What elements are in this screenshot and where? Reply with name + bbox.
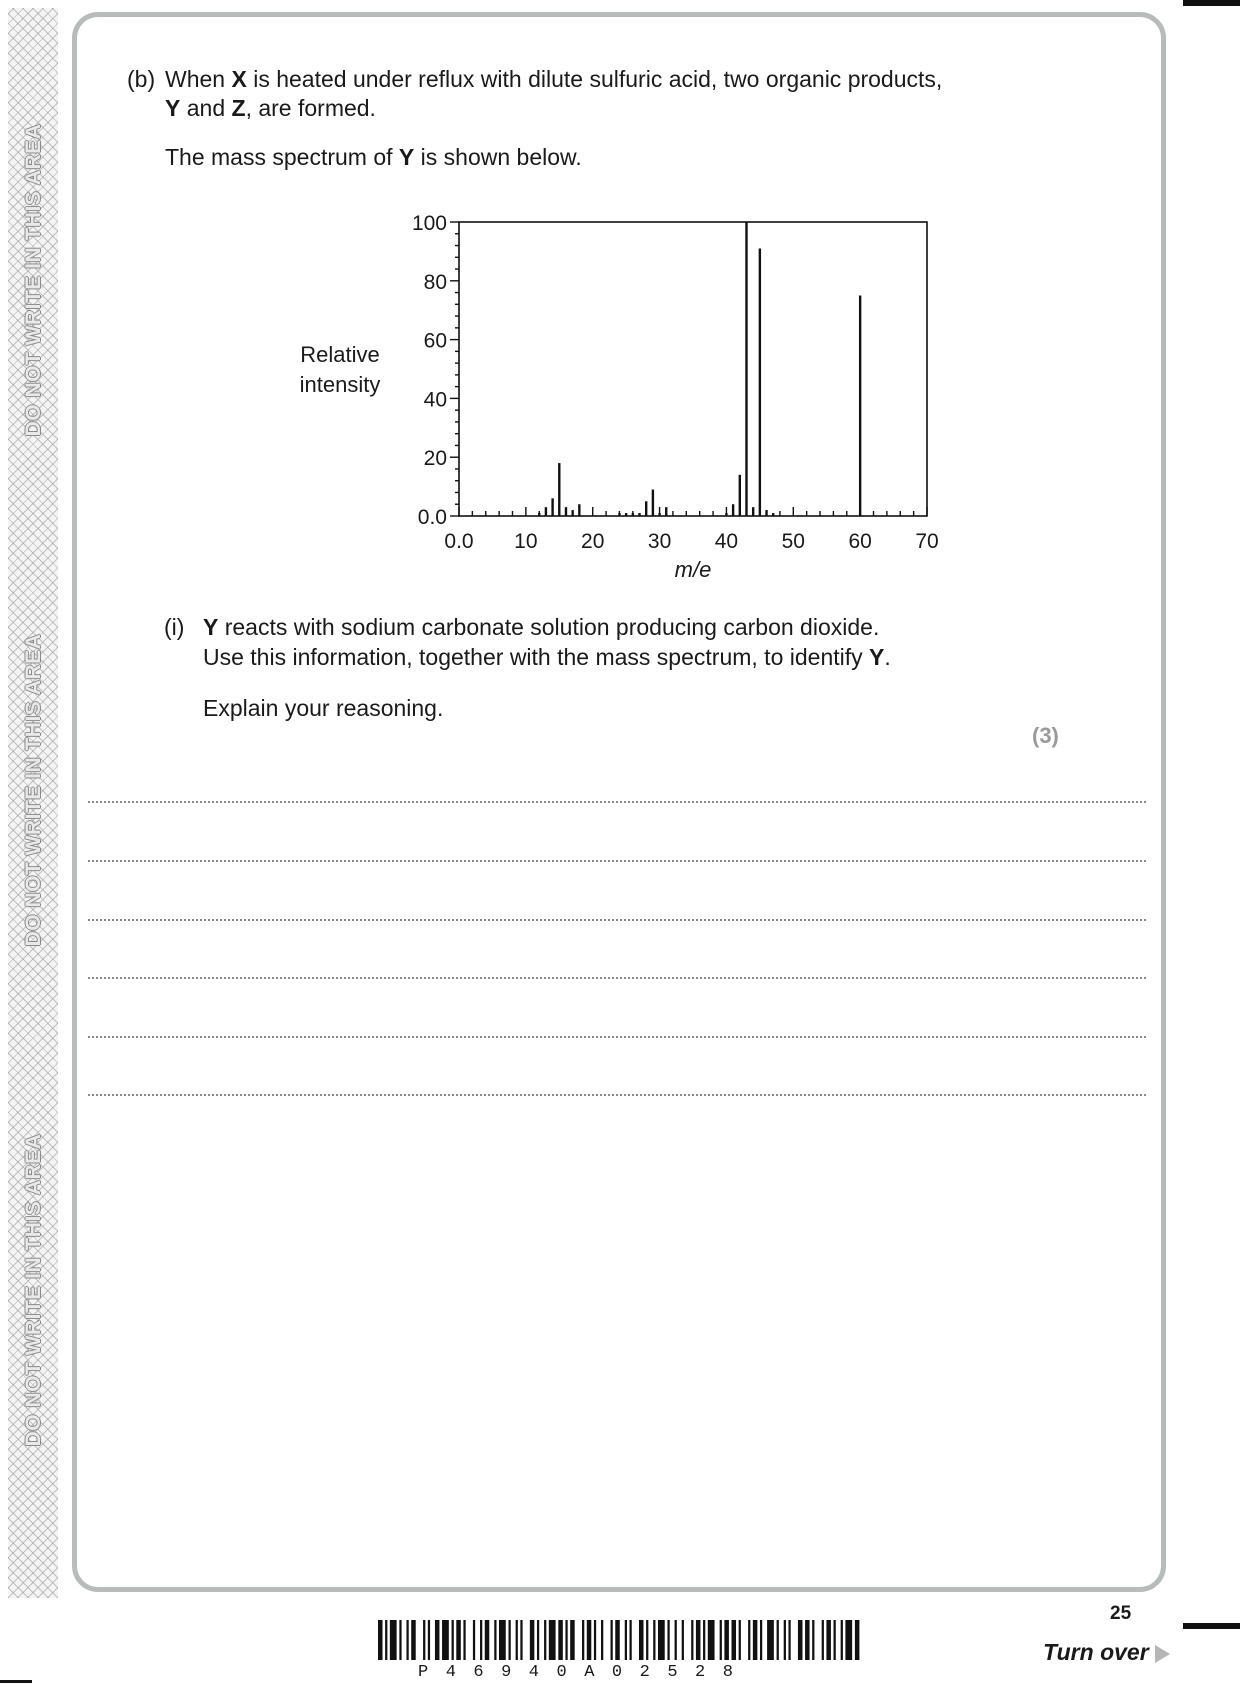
turn-over-arrow-icon: [1155, 1645, 1170, 1663]
turn-over-label: Turn over: [1043, 1639, 1149, 1665]
answer-line[interactable]: [88, 977, 1146, 979]
barcode-bar: [411, 1620, 416, 1660]
x-tick-label: 50: [781, 530, 805, 553]
marks-badge: (3): [1032, 723, 1059, 748]
margin-warning-top: DO NOT WRITE IN THIS AREA: [22, 123, 45, 437]
answer-line[interactable]: [88, 919, 1146, 921]
answer-line[interactable]: [88, 1036, 1146, 1038]
barcode-bar: [549, 1620, 556, 1660]
barcode-bar: [615, 1620, 620, 1660]
part-b-label: (b): [127, 66, 156, 92]
barcode-bar: [516, 1620, 518, 1660]
barcode-bar: [653, 1620, 655, 1660]
barcode-bar: [724, 1620, 729, 1660]
barcode-bar: [855, 1620, 860, 1660]
registration-mark-top: [1183, 0, 1240, 6]
barcode-bar: [594, 1620, 596, 1660]
barcode-bar: [544, 1620, 546, 1660]
barcode-bar: [485, 1620, 490, 1660]
answer-line[interactable]: [88, 801, 1146, 803]
x-tick-label: 40: [714, 530, 739, 553]
y-tick-label: 40: [423, 388, 447, 412]
barcode-bar: [798, 1620, 803, 1660]
barcode-bar: [435, 1620, 440, 1660]
margin-warning-middle: DO NOT WRITE IN THIS AREA: [22, 633, 45, 947]
barcode-bar: [646, 1620, 648, 1660]
barcode-text: P46940A02528: [418, 1663, 751, 1682]
barcode-bar: [834, 1620, 836, 1660]
barcode-bar: [565, 1620, 567, 1660]
barcode-bar: [732, 1620, 737, 1660]
barcode-bar: [558, 1620, 563, 1660]
barcode-bar: [788, 1620, 790, 1660]
y-tick-label: 20: [423, 447, 447, 471]
answer-line[interactable]: [88, 860, 1146, 862]
barcode-bar: [658, 1620, 665, 1660]
part-i-label: (i): [164, 614, 185, 640]
barcode-bar: [428, 1620, 430, 1660]
barcode-bar: [682, 1620, 684, 1660]
barcode-bar: [530, 1620, 535, 1660]
x-tick-label: 70: [915, 530, 939, 553]
margin-warning-bottom: DO NOT WRITE IN THIS AREA: [22, 1133, 45, 1447]
barcode-bar: [667, 1620, 669, 1660]
barcode-bar: [399, 1620, 401, 1660]
barcode-bar: [753, 1620, 758, 1660]
barcode-bar: [494, 1620, 496, 1660]
barcode-bar: [406, 1620, 408, 1660]
barcode: [378, 1620, 862, 1660]
y-axis-label-line1: Relative: [300, 342, 380, 367]
barcode-bar: [675, 1620, 677, 1660]
answer-line[interactable]: [88, 1094, 1146, 1096]
barcode-bar: [611, 1620, 613, 1660]
barcode-bar: [499, 1620, 506, 1660]
part-b-line1: When X is heated under reflux with dilute sulfuric acid, two organic products,: [165, 66, 943, 92]
barcode-bar: [582, 1620, 584, 1660]
part-i-line2: Use this information, together with the mass spectrum, to identify Y.: [203, 644, 891, 670]
x-axis-label: m/e: [674, 557, 712, 582]
barcode-bar: [822, 1620, 824, 1660]
barcode-bar: [625, 1620, 627, 1660]
barcode-bar: [508, 1620, 510, 1660]
barcode-bar: [442, 1620, 449, 1660]
mass-spectrum-chart: [280, 200, 960, 600]
y-axis-label-line2: intensity: [299, 372, 381, 397]
barcode-bar: [805, 1620, 810, 1660]
barcode-bar: [784, 1620, 786, 1660]
barcode-bar: [463, 1620, 465, 1660]
x-tick-label: 60: [848, 530, 872, 553]
barcode-bar: [473, 1620, 475, 1660]
part-b-line2: Y and Z, are formed.: [165, 95, 376, 121]
barcode-bar: [767, 1620, 774, 1660]
registration-mark-bottom: [1183, 1623, 1240, 1629]
x-tick-label: 0.0: [444, 530, 474, 553]
barcode-bar: [845, 1620, 852, 1660]
barcode-bar: [703, 1620, 705, 1660]
part-i-line3: Explain your reasoning.: [203, 695, 444, 721]
barcode-bar: [748, 1620, 750, 1660]
barcode-bar: [826, 1620, 831, 1660]
barcode-bar: [587, 1620, 592, 1660]
x-tick-label: 20: [581, 530, 605, 553]
plot-frame: [459, 222, 927, 516]
barcode-bar: [629, 1620, 631, 1660]
barcode-bar: [537, 1620, 539, 1660]
y-tick-label: 0.0: [417, 506, 447, 529]
y-tick-label: 100: [411, 212, 447, 235]
barcode-bar: [739, 1620, 741, 1660]
barcode-bar: [452, 1620, 454, 1660]
barcode-bar: [708, 1620, 715, 1660]
barcode-bar: [480, 1620, 482, 1660]
barcode-bar: [456, 1620, 461, 1660]
registration-mark-left: [0, 1680, 32, 1683]
barcode-bar: [691, 1620, 693, 1660]
x-tick-label: 30: [647, 530, 672, 553]
barcode-bar: [570, 1620, 575, 1660]
x-tick-label: 10: [514, 530, 538, 553]
barcode-bar: [639, 1620, 644, 1660]
y-tick-label: 80: [423, 270, 447, 294]
barcode-bar: [777, 1620, 779, 1660]
barcode-bar: [378, 1620, 383, 1660]
spectrum-intro: The mass spectrum of Y is shown below.: [165, 144, 582, 170]
barcode-bar: [812, 1620, 814, 1660]
barcode-bar: [760, 1620, 762, 1660]
barcode-bar: [696, 1620, 701, 1660]
barcode-bar: [720, 1620, 722, 1660]
page-number: 25: [1110, 1603, 1132, 1624]
y-tick-label: 60: [423, 329, 447, 353]
barcode-bar: [423, 1620, 425, 1660]
barcode-bar: [390, 1620, 397, 1660]
barcode-bar: [385, 1620, 387, 1660]
barcode-bar: [520, 1620, 522, 1660]
barcode-bar: [601, 1620, 603, 1660]
barcode-bar: [841, 1620, 843, 1660]
part-i-line1: Y reacts with sodium carbonate solution producing carbon dioxide.: [203, 614, 880, 640]
